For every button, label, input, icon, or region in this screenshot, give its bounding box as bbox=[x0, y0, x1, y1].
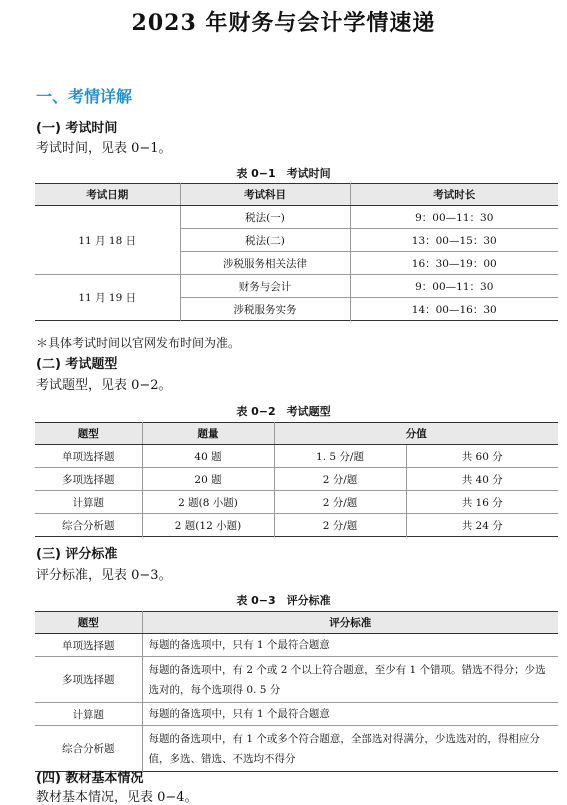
table-cell: 财务与会计 bbox=[180, 275, 350, 298]
table-header: 题型 bbox=[35, 612, 142, 634]
table-header: 考试日期 bbox=[35, 184, 180, 206]
footnote: ＊具体考试时间以官网发布时间为准。 bbox=[36, 336, 241, 350]
table-cell: 2 分/题 bbox=[274, 514, 406, 537]
paragraph-exam-time: 考试时间，见表 0−1。 bbox=[36, 141, 172, 156]
table-cell-date: 11 月 19 日 bbox=[35, 275, 180, 321]
table-cell: 共 16 分 bbox=[406, 491, 558, 514]
table-cell: 1. 5 分/题 bbox=[274, 445, 406, 468]
table-cell: 计算题 bbox=[35, 491, 142, 514]
paragraph-question-types: 考试题型，见表 0−2。 bbox=[36, 378, 172, 393]
subsection-heading-question-types: (二) 考试题型 bbox=[36, 357, 118, 372]
table-cell: 税法(一) bbox=[180, 206, 350, 229]
page-title: 2023 年财务与会计学情速递 bbox=[131, 10, 436, 36]
table-cell: 单项选择题 bbox=[35, 634, 142, 657]
table-cell: 计算题 bbox=[35, 703, 142, 726]
table-cell: 13：00—15：30 bbox=[350, 229, 558, 252]
table-cell: 综合分析题 bbox=[35, 514, 142, 537]
table-cell: 涉税服务实务 bbox=[180, 298, 350, 321]
table-row bbox=[35, 726, 558, 772]
table-header: 题型 bbox=[35, 423, 142, 445]
table-header: 分值 bbox=[274, 423, 558, 445]
table-header: 题量 bbox=[142, 423, 274, 445]
table-cell: 共 60 分 bbox=[406, 445, 558, 468]
paragraph-textbook: 教材基本情况，见表 0−4。 bbox=[36, 790, 198, 805]
table-header: 考试科目 bbox=[180, 184, 350, 206]
table-cell: 9：00—11：30 bbox=[350, 206, 558, 229]
table-cell: 14：00—16：30 bbox=[350, 298, 558, 321]
table-row bbox=[35, 468, 558, 491]
question-types-table bbox=[35, 422, 558, 537]
table-row bbox=[35, 445, 558, 468]
table-header: 评分标准 bbox=[142, 612, 558, 634]
table-cell: 每题的备选项中，有 1 个或多个符合题意，全部选对得满分，少选选对的，得相应分值，多选、错选、不选均不得分 bbox=[142, 726, 558, 772]
table-cell: 多项选择题 bbox=[35, 657, 142, 703]
scoring-table bbox=[35, 611, 558, 772]
table-cell: 20 题 bbox=[142, 468, 274, 491]
table-cell: 2 题(8 小题) bbox=[142, 491, 274, 514]
table-cell: 税法(二) bbox=[180, 229, 350, 252]
table-cell: 共 40 分 bbox=[406, 468, 558, 491]
table-cell: 涉税服务相关法律 bbox=[180, 252, 350, 275]
table-cell: 2 题(12 小题) bbox=[142, 514, 274, 537]
table-cell: 综合分析题 bbox=[35, 726, 142, 772]
subsection-heading-scoring: (三) 评分标准 bbox=[36, 547, 118, 562]
table-cell: 共 24 分 bbox=[406, 514, 558, 537]
subsection-heading-exam-time: (一) 考试时间 bbox=[36, 121, 118, 136]
table-cell: 9：00—11：30 bbox=[350, 275, 558, 298]
table-row bbox=[35, 275, 558, 298]
section-heading: 一、考情详解 bbox=[36, 87, 133, 106]
subsection-heading-textbook: (四) 教材基本情况 bbox=[36, 771, 144, 786]
table-row bbox=[35, 657, 558, 703]
table-cell: 单项选择题 bbox=[35, 445, 142, 468]
table-caption-0-1: 表 0−1 考试时间 bbox=[236, 167, 331, 180]
table-cell-date: 11 月 18 日 bbox=[35, 206, 180, 275]
table-cell: 每题的备选项中，只有 1 个最符合题意 bbox=[142, 634, 558, 657]
paragraph-scoring: 评分标准，见表 0−3。 bbox=[36, 568, 172, 583]
table-row bbox=[35, 634, 558, 657]
table-row bbox=[35, 491, 558, 514]
table-cell: 2 分/题 bbox=[274, 468, 406, 491]
table-row bbox=[35, 703, 558, 726]
table-cell: 多项选择题 bbox=[35, 468, 142, 491]
table-cell: 每题的备选项中，有 2 个或 2 个以上符合题意，至少有 1 个错项。错选不得分；少选选对的，每个选项得 0. 5 分 bbox=[142, 657, 558, 703]
table-cell: 每题的备选项中，只有 1 个最符合题意 bbox=[142, 703, 558, 726]
table-header: 考试时长 bbox=[350, 184, 558, 206]
table-caption-0-2: 表 0−2 考试题型 bbox=[236, 405, 331, 418]
table-row bbox=[35, 514, 558, 537]
table-row bbox=[35, 206, 558, 229]
table-cell: 2 分/题 bbox=[274, 491, 406, 514]
table-caption-0-3: 表 0−3 评分标准 bbox=[236, 594, 331, 607]
exam-time-table bbox=[35, 183, 558, 321]
table-cell: 16：30—19：00 bbox=[350, 252, 558, 275]
table-cell: 40 题 bbox=[142, 445, 274, 468]
